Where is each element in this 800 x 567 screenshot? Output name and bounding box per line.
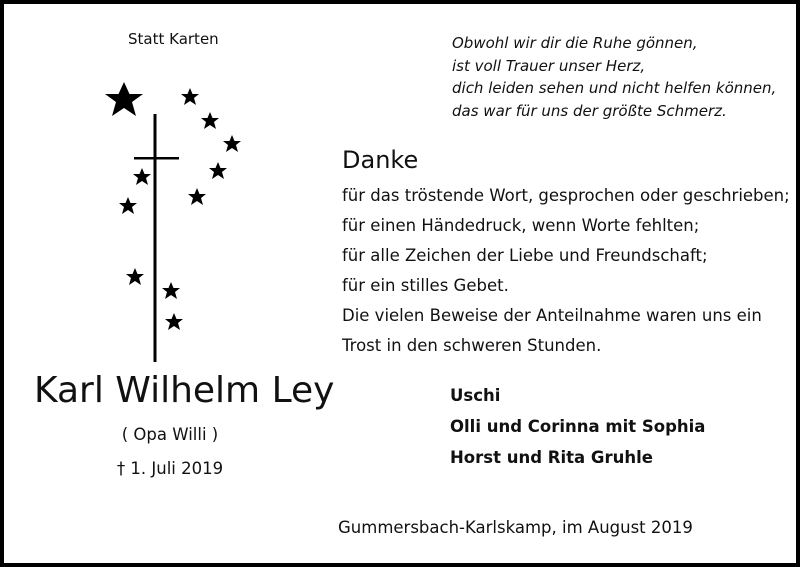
cross-with-stars-icon <box>94 74 254 364</box>
thanks-line: für einen Händedruck, wenn Worte fehlten; <box>342 216 700 235</box>
signers <box>450 380 705 473</box>
thanks-line: Trost in den schweren Stunden. <box>342 336 602 355</box>
star-icon <box>209 162 227 179</box>
star-icon <box>165 313 183 330</box>
deceased-nickname: ( Opa Willi ) <box>121 425 219 444</box>
star-icon <box>133 168 151 185</box>
header-note: Statt Karten <box>128 30 219 48</box>
thanks-line: für alle Zeichen der Liebe und Freundschaft; <box>342 246 708 265</box>
thanks-text <box>342 181 790 361</box>
thanks-line: für ein stilles Gebet. <box>342 276 509 295</box>
poem-line: ist voll Trauer unser Herz, <box>452 56 646 75</box>
death-date: † 1. Juli 2019 <box>116 459 224 478</box>
thanks-title: Danke <box>342 146 419 174</box>
place-date: Gummersbach-Karlskamp, im August 2019 <box>338 518 693 537</box>
cross-vertical <box>154 114 157 362</box>
star-icon <box>162 282 180 299</box>
thanks-line: für das tröstende Wort, gesprochen oder geschrieben; <box>342 186 790 205</box>
signer: Horst und Rita Gruhle <box>450 448 653 467</box>
poem-line: dich leiden sehen und nicht helfen können, <box>452 79 777 97</box>
star-icon <box>126 268 144 285</box>
thanks-line: Die vielen Beweise der Anteilnahme waren uns ein <box>342 306 762 325</box>
poem <box>452 32 776 122</box>
star-icon <box>188 188 206 205</box>
poem-line: Obwohl wir dir die Ruhe gönnen, <box>452 34 698 52</box>
star-icon <box>181 88 199 105</box>
poem-line: das war für uns der größte Schmerz. <box>452 101 727 120</box>
signer: Uschi <box>450 386 501 405</box>
star-icon <box>201 112 219 129</box>
star-icon <box>119 197 137 214</box>
cross-horizontal <box>134 157 179 160</box>
deceased-name: Karl Wilhelm Ley <box>34 370 335 411</box>
star-icon <box>223 135 241 152</box>
signer: Olli und Corinna mit Sophia <box>450 417 706 436</box>
star-icon <box>105 82 143 116</box>
